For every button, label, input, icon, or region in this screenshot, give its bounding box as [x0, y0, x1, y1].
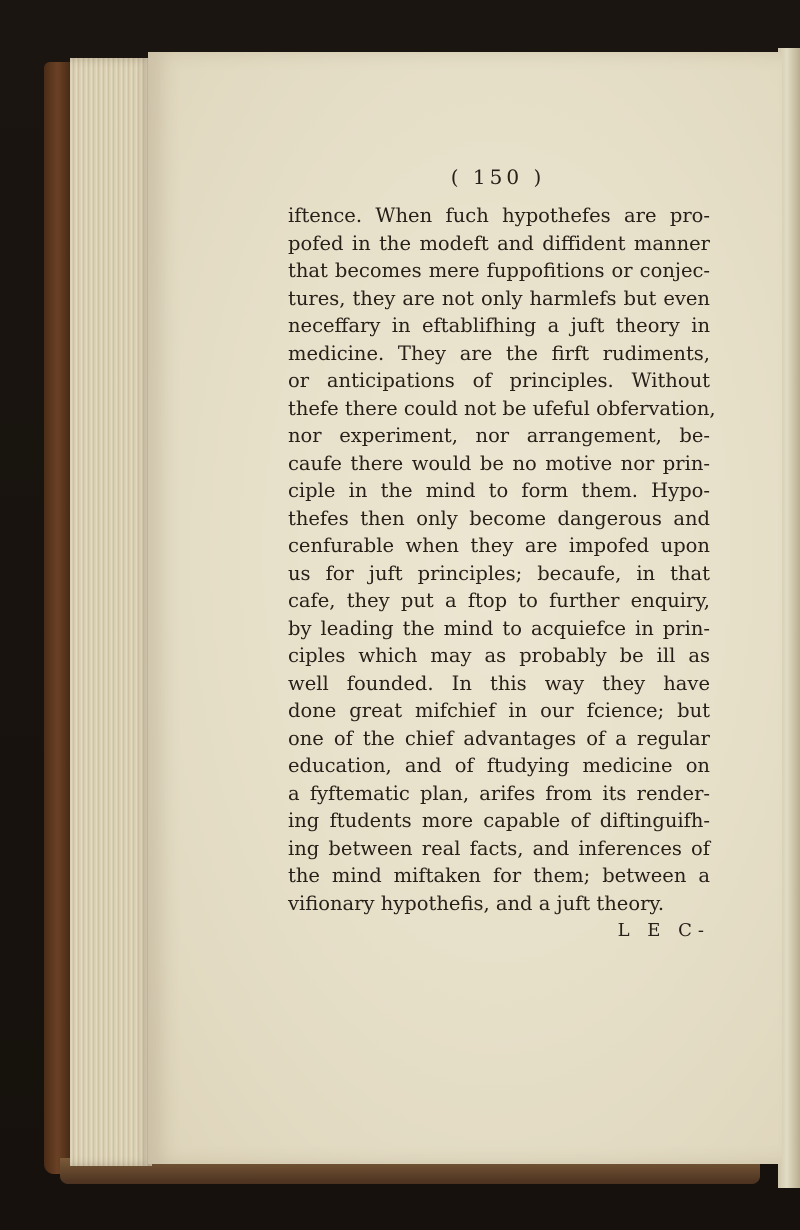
page-edges — [70, 58, 152, 1166]
text-line: pofed in the modeft and diffident manner — [288, 231, 710, 255]
text-line: neceffary in eftablifhing a juft theory in — [288, 314, 710, 337]
text-line: ciple in the mind to form them. Hypo- — [288, 479, 710, 502]
text-line: done great mifchief in our fcience; but — [288, 699, 710, 722]
text-line: well founded. In this way they have — [288, 671, 710, 695]
text-line: that becomes mere fuppofitions or conjec- — [288, 259, 710, 282]
text-line: ing between real facts, and inferences of — [288, 836, 710, 860]
text-line: vifionary hypothefis, and a juft theory. — [288, 891, 665, 915]
text-line: one of the chief advantages of a regular — [288, 726, 710, 750]
text-line: nor experiment, nor arrangement, be- — [288, 424, 710, 447]
page-number-header: ( 150 ) — [450, 165, 546, 189]
text-line: iftence. When fuch hypothefes are pro- — [288, 204, 710, 227]
text-line: cenfurable when they are impofed upon — [288, 534, 710, 557]
text-line: thefes then only become dangerous and — [288, 506, 710, 530]
text-line: education, and of ftudying medicine on — [288, 754, 710, 777]
text-line: us for juft principles; becaufe, in that — [288, 561, 710, 585]
text-line: caufe there would be no motive nor prin- — [288, 451, 710, 475]
text-line: by leading the mind to acquiefce in prin- — [288, 616, 710, 640]
text-line: medicine. They are the firft rudiments, — [288, 341, 710, 365]
text-line: cafe, they put a ftop to further enquiry, — [288, 589, 710, 612]
text-line: the mind miftaken for them; between a — [288, 864, 710, 887]
text-line: ing ftudents more capable of diftinguifh- — [288, 809, 710, 832]
text-line: tures, they are not only harmlefs but even — [288, 286, 710, 310]
text-line: a fyftematic plan, arifes from its render- — [288, 781, 710, 805]
text-line: or anticipations of principles. Without — [288, 369, 710, 392]
body-text — [288, 202, 716, 945]
catchword: L E C- — [617, 920, 710, 941]
text-line: thefe there could not be ufeful obfervation, — [288, 396, 716, 420]
text-line: ciples which may as probably be ill as — [288, 644, 710, 667]
